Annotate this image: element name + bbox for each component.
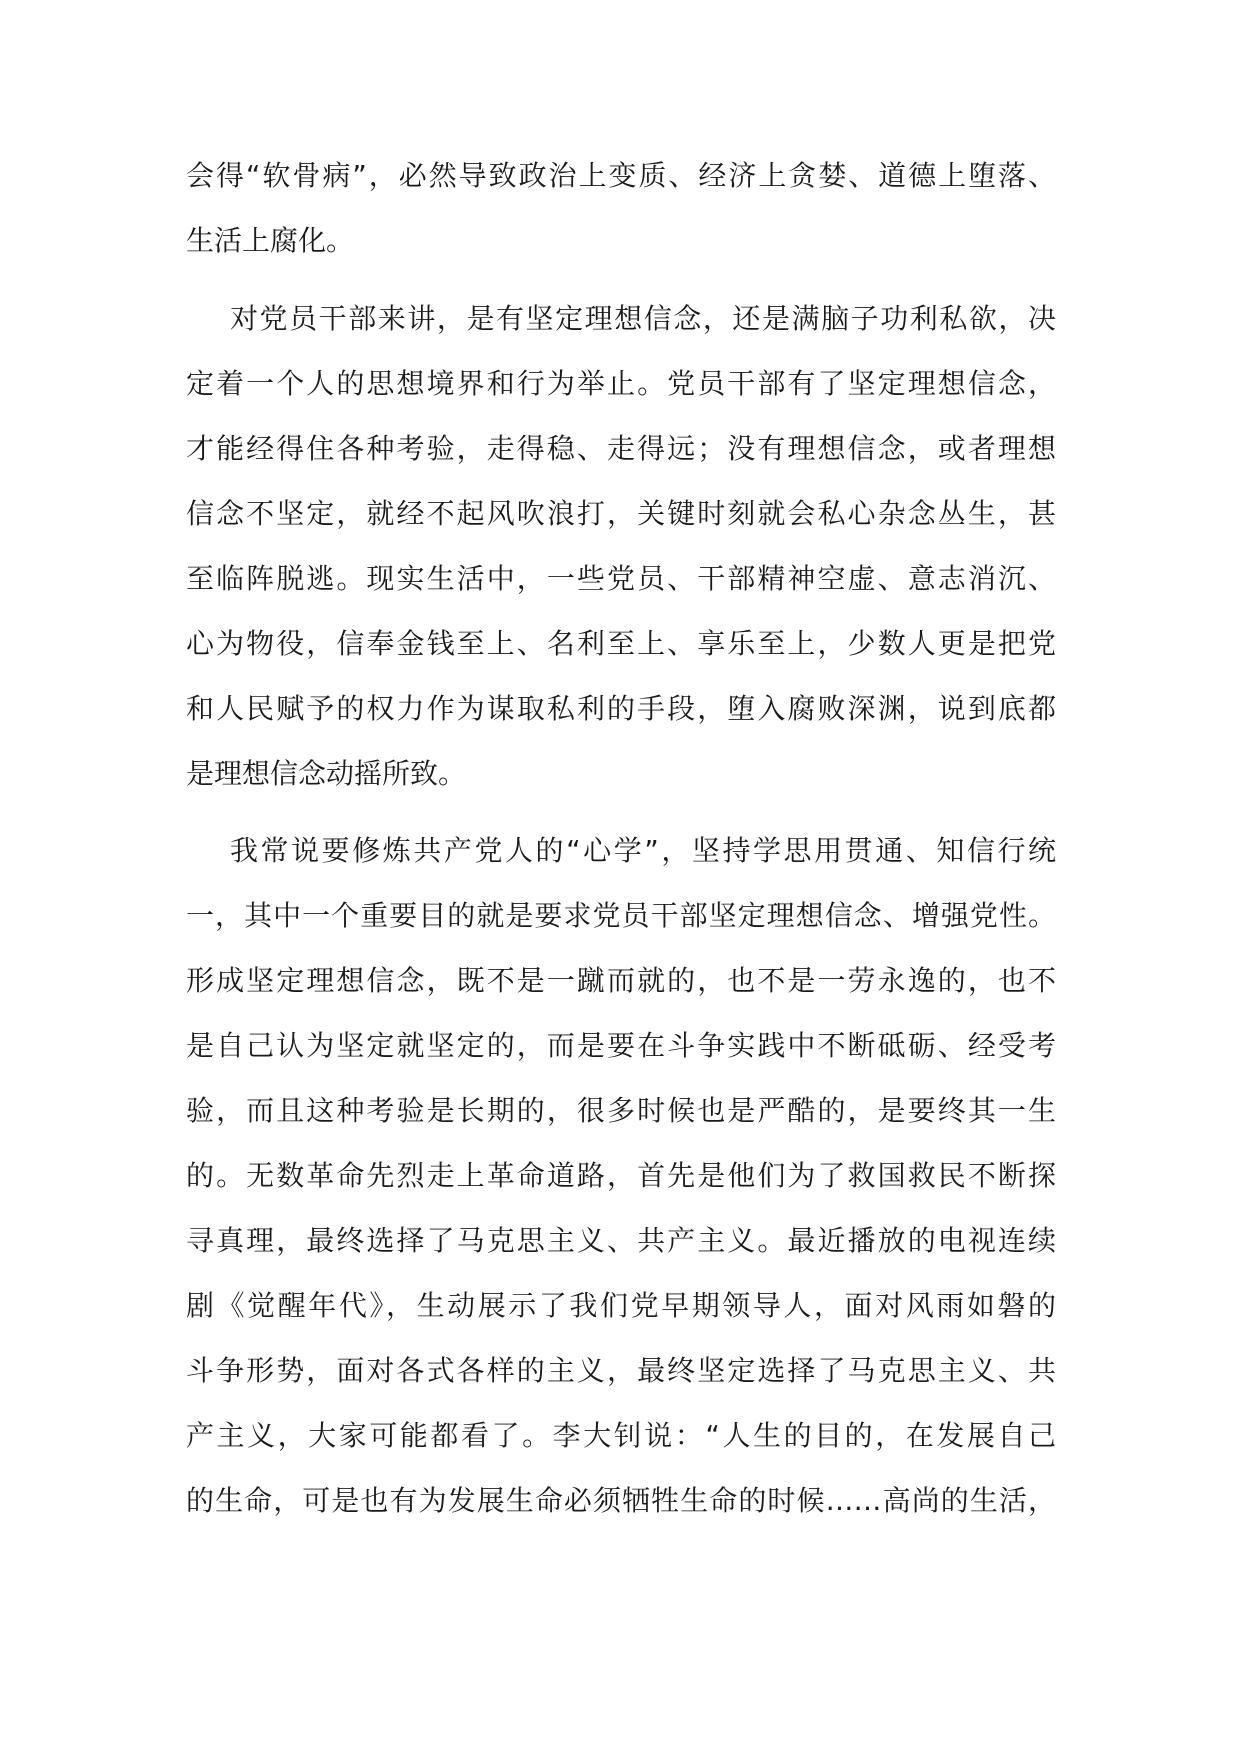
paragraph-line: 和人民赋予的权力作为谋取私利的手段，堕入腐败深渊，说到底都: [186, 692, 1056, 725]
paragraph-line: 生活上腐化。: [186, 224, 355, 257]
paragraph-line: 验，而且这种考验是长期的，很多时候也是严酷的，是要终其一生: [186, 1094, 1056, 1127]
paragraph-line: 剧《觉醒年代》，生动展示了我们党早期领导人，面对风雨如磐的: [186, 1289, 1056, 1322]
paragraph-line: 信念不坚定，就经不起风吹浪打，关键时刻就会私心杂念丛生，甚: [186, 497, 1056, 530]
paragraph-line: 形成坚定理想信念，既不是一蹴而就的，也不是一劳永逸的，也不: [186, 964, 1056, 997]
paragraph-line: 对党员干部来讲，是有坚定理想信念，还是满脑子功利私欲，决: [230, 302, 1056, 335]
paragraph-line: 至临阵脱逃。现实生活中，一些党员、干部精神空虚、意志消沉、: [186, 562, 1056, 595]
paragraph-line: 寻真理，最终选择了马克思主义、共产主义。最近播放的电视连续: [186, 1224, 1056, 1257]
paragraph-line: 一，其中一个重要目的就是要求党员干部坚定理想信念、增强党性。: [186, 899, 1056, 932]
paragraph-line: 心为物役，信奉金钱至上、名利至上、享乐至上，少数人更是把党: [186, 627, 1056, 660]
paragraph-2: [186, 286, 1056, 806]
paragraph-line: 定着一个人的思想境界和行为举止。党员干部有了坚定理想信念，: [186, 367, 1056, 400]
paragraph-line: 才能经得住各种考验，走得稳、走得远；没有理想信念，或者理想: [186, 432, 1056, 465]
paragraph-line: 是自己认为坚定就坚定的，而是要在斗争实践中不断砥砺、经受考: [186, 1029, 1056, 1062]
paragraph-line: 我常说要修炼共产党人的“心学”，坚持学思用贯通、知信行统: [230, 834, 1056, 867]
paragraph-line: 产主义，大家可能都看了。李大钊说：“人生的目的，在发展自己: [186, 1419, 1056, 1452]
paragraph-1: [186, 143, 1056, 273]
paragraph-line: 会得“软骨病”，必然导致政治上变质、经济上贪婪、道德上堕落、: [186, 159, 1056, 192]
paragraph-line: 的。无数革命先烈走上革命道路，首先是他们为了救国救民不断探: [186, 1159, 1056, 1192]
paragraph-line: 是理想信念动摇所致。: [186, 757, 467, 790]
paragraph-line: 斗争形势，面对各式各样的主义，最终坚定选择了马克思主义、共: [186, 1354, 1056, 1387]
paragraph-line: 的生命，可是也有为发展生命必须牺牲生命的时候……高尚的生活，: [186, 1484, 1056, 1517]
paragraph-3: [186, 818, 1056, 1533]
